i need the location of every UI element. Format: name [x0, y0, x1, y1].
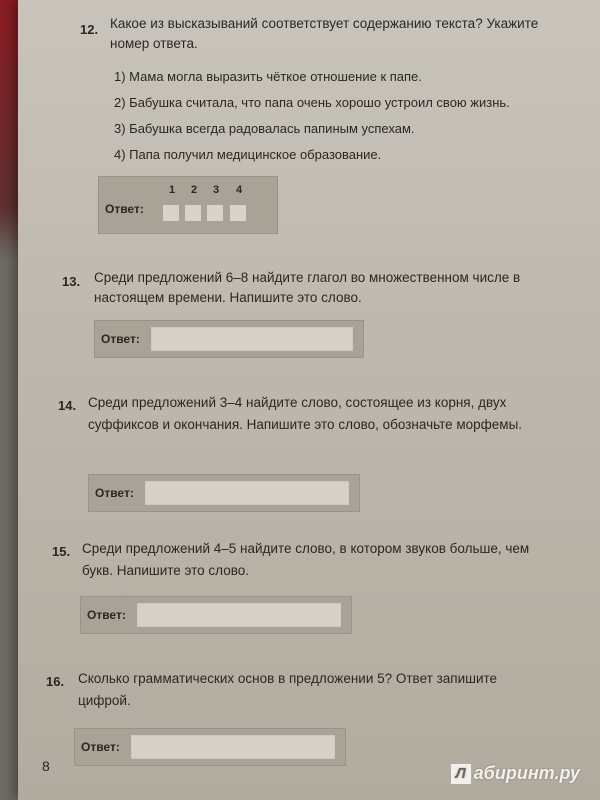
- question-12-option-4: 4) Папа получил медицинское образование.: [114, 147, 382, 162]
- question-14-number: 14.: [58, 398, 77, 413]
- question-12-option-1: 1) Мама могла выразить чёткое отношение к папе.: [114, 69, 422, 84]
- question-12-number: 12.: [80, 22, 99, 37]
- page-number: 8: [42, 758, 50, 774]
- answer-cell-4[interactable]: [230, 205, 246, 221]
- question-15-answer-box: [80, 596, 352, 634]
- question-12-option-2: 2) Бабушка считала, что папа очень хорошо устроил свою жизнь.: [114, 95, 510, 110]
- question-13-number: 13.: [62, 274, 81, 289]
- workbook-page: [18, 0, 600, 800]
- question-14-answer-box: [88, 474, 360, 512]
- watermark-logo-icon: Л: [451, 764, 471, 784]
- question-16-text: Сколько грамматических основ в предложении 5? Ответ запишите цифрой.: [78, 671, 498, 708]
- question-14-answer-field[interactable]: [145, 481, 349, 505]
- question-12-text: Какое из высказываний соответствует содержанию текста? Укажите номер ответа.: [110, 16, 539, 51]
- question-16-answer-label: Ответ:: [81, 740, 120, 754]
- cell-number-1: 1: [169, 184, 176, 196]
- question-14-answer-label: Ответ:: [95, 486, 134, 500]
- question-12-answer-box: [98, 176, 278, 234]
- question-15-answer-label: Ответ:: [87, 608, 126, 622]
- question-12-option-3: 3) Бабушка всегда радовалась папиным успехам.: [114, 121, 415, 136]
- question-15-text: Среди предложений 4–5 найдите слово, в котором звуков больше, чем букв. Напишите это слово.: [82, 541, 530, 578]
- question-16-answer-field[interactable]: [131, 735, 335, 759]
- question-15-number: 15.: [52, 544, 71, 559]
- answer-cell-2[interactable]: [185, 205, 201, 221]
- watermark: [451, 763, 580, 784]
- question-13-text: Среди предложений 6–8 найдите глагол во множественном числе в настоящем времени. Напишите это слово.: [94, 270, 521, 305]
- question-12-answer-label: Ответ:: [105, 202, 144, 216]
- watermark-text: абиринт.ру: [473, 762, 580, 783]
- question-15-answer-field[interactable]: [137, 603, 341, 627]
- question-13-answer-label: Ответ:: [101, 332, 140, 346]
- question-16-number: 16.: [46, 674, 65, 689]
- cell-number-4: 4: [236, 184, 243, 196]
- question-13-answer-box: [94, 320, 364, 358]
- book-edge: [0, 0, 18, 260]
- question-14-text: Среди предложений 3–4 найдите слово, состоящее из корня, двух суффиксов и окончания. Напишите это слово, обозначьте морфемы.: [88, 395, 523, 432]
- question-16-answer-box: [74, 728, 346, 766]
- answer-cell-3[interactable]: [207, 205, 223, 221]
- cell-number-3: 3: [213, 184, 220, 196]
- answer-cell-1[interactable]: [163, 205, 179, 221]
- question-13-answer-field[interactable]: [151, 327, 353, 351]
- cell-number-2: 2: [191, 184, 198, 196]
